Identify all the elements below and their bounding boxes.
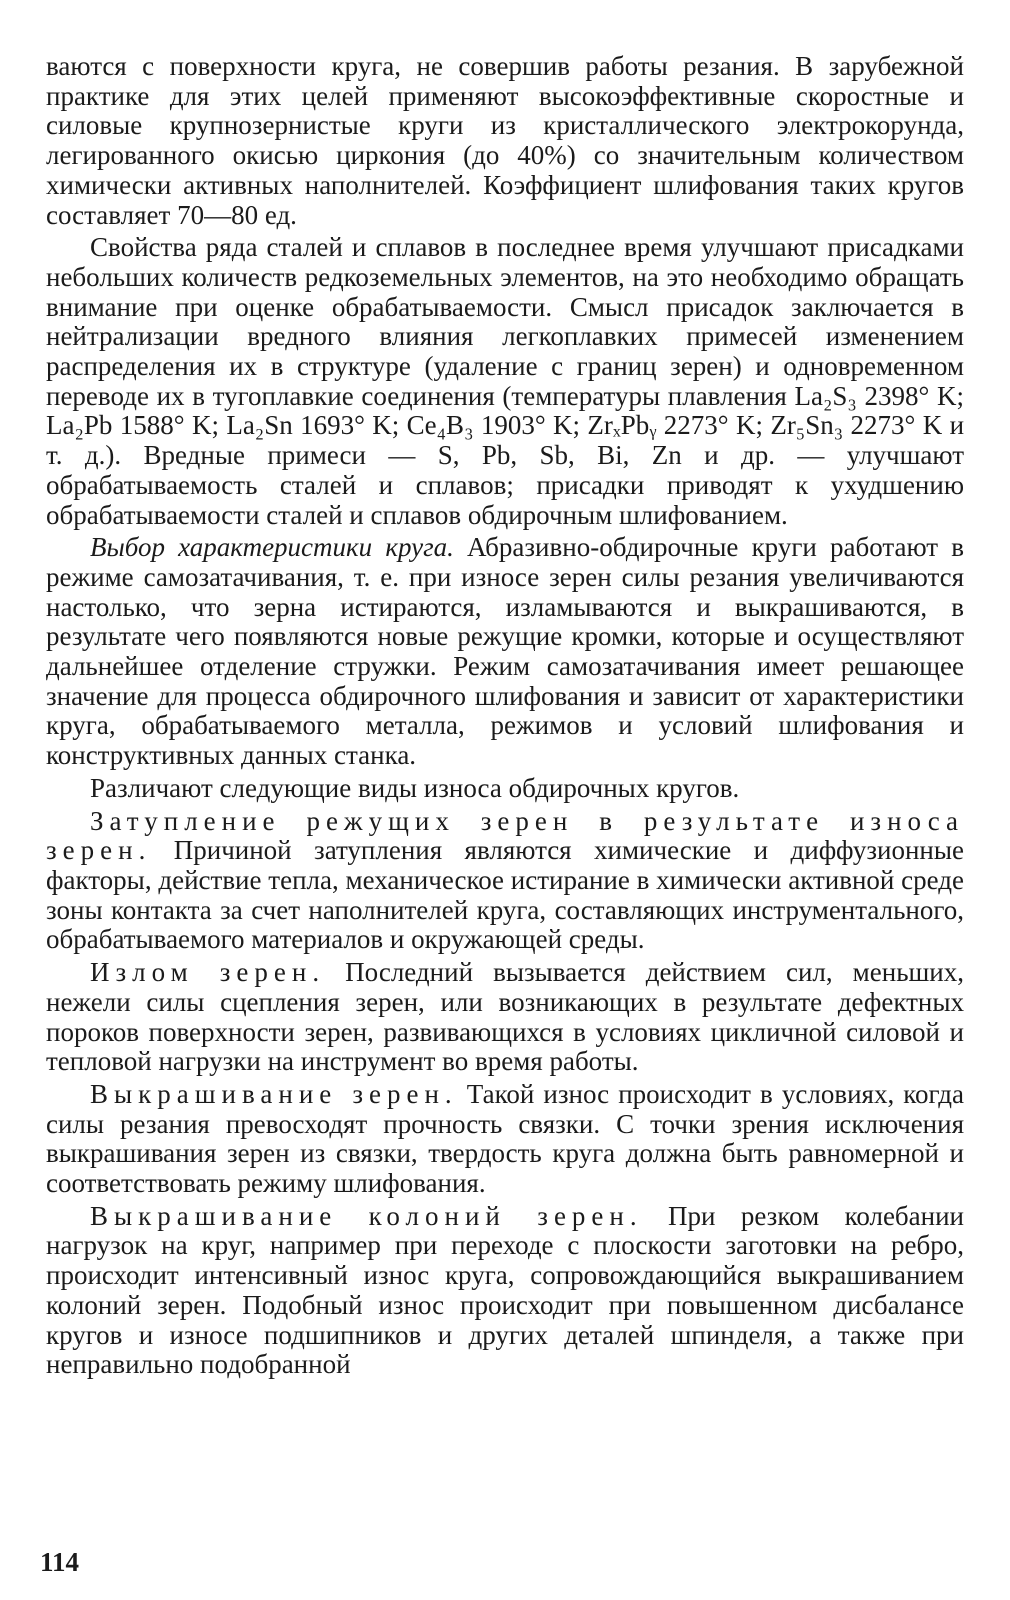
paragraph-1-text: ваются с поверхности круга, не совершив работы резания. В зарубежной практике для этих целей применяют высокоэффективные скоростные и силовые крупнозернистые круги из кристаллического электрокорунда, легированного окисью циркония (до 40%) со значительным количеством химически активных наполнителей. Коэффициент шлифования таких кругов составляет 70—80 ед. [46,51,964,230]
formula-zr5sn3: Zr₅Sn₃ 2273° K и т. д.). [46,410,965,471]
page-number: 114 [40,1547,80,1577]
paragraph-6 [46,958,964,1077]
paragraph-5-text: Причиной затупления являются химические и диффузионные факторы, действие тепла, механическое истирание в химически активной среде зоны контакта за счет наполнителей круга, составляющих инструментального, обрабатываемого материалов и окружающей среды. [46,835,964,955]
paragraph-6-text: Последний вызывается действием сил, меньших, нежели силы сцепления зерен, или возникающих в результате дефектных пороков поверхности зерен, развивающихся в условиях цикличной силовой и тепловой нагрузки на инструмент во время работы. [46,957,965,1077]
paragraph-4-text: Различают следующие виды износа обдирочных кругов. [90,772,740,803]
section-lead-wheel-choice: Выбор характеристики круга. [90,532,454,563]
formula-ce4b3: Ce₄B₃ 1903° K; [406,410,581,441]
formula-la2s3: La₂S₃ 2398° K; [794,380,964,411]
formula-zrpb: ZrₓPbᵧ 2273° K; [587,410,763,441]
formula-la2pb: La₂Pb 1588° K; [46,410,219,441]
paragraph-7-text: Такой износ происходит в условиях, когда силы резания превосходят прочность связки. С точки зрения исключения выкрашивания зерен из связки, твердость круга должна быть равномерной и соответствовать режиму шлифования. [46,1078,964,1199]
section-lead-shedding: Выкрашивание зерен. [90,1078,458,1109]
paragraph-4 [46,774,964,804]
paragraph-5 [46,807,964,956]
section-lead-dulling: Затупление режущих зерен в результате износа зерен. [46,805,964,866]
section-lead-fracture: Излом зерен. [90,957,326,988]
paragraph-2-text-b: Вредные примеси — S, Pb, Sb, Bi, Zn и др. — улучшают обрабатываемость сталей и сплавов; присадки приводят к ухудшению обрабатываемости сталей и сплавов обдирочным шлифованием. [46,440,965,530]
paragraph-7 [46,1080,964,1199]
paragraph-8 [46,1202,964,1380]
page-body [46,52,964,1380]
paragraph-8-text: При резком колебании нагрузок на круг, например при переходе с плоскости заготовки на ребро, происходит интенсивный износ круга, сопровождающийся выкрашиванием колоний зерен. Подобный износ происходит при повышенном дисбалансе кругов и износе подшипников и других деталей шпинделя, а также при неправильно подобранной [46,1200,964,1380]
paragraph-1 [46,52,964,230]
paragraph-3 [46,533,964,771]
paragraph-2 [46,233,964,530]
paragraph-3-text: Абразивно-обдирочные круги работают в режиме самозатачивания, т. е. при износе зерен силы резания увеличиваются настолько, что зерна истираются, изламываются и выкрашиваются, в результате чего появляются новые режущие кромки, которые и осуществляют дальнейшее отделение стружки. Режим самозатачивания имеет решающее значение для процесса обдирочного шлифования и зависит от характеристики круга, обрабатываемого металла, режимов и условий шлифования и конструктивных данных станка. [46,532,965,771]
paragraph-2-text-a: Свойства ряда сталей и сплавов в последнее время улучшают присадками небольших количеств редкоземельных элементов, на это необходимо обращать внимание при оценке обрабатываемости. Смысл присадок заключается в нейтрализации вредного влияния легкоплавких примесей изменением распределения их в структуре (удаление с границ зерен) и одновременном переводе их в тугоплавкие соединения (температуры плавления [46,232,964,411]
section-lead-colony-shedding: Выкрашивание колоний зерен. [90,1200,643,1231]
formula-la2sn: La₂Sn 1693° K; [226,410,400,441]
